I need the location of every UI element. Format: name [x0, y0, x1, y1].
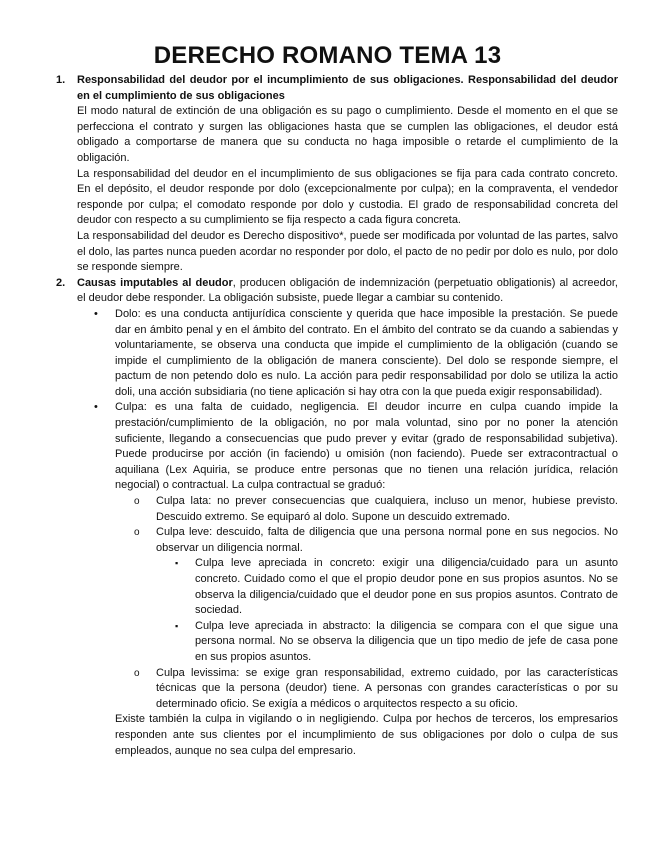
paragraph: Culpa leve: descuido, falta de diligencia que una persona normal pone en sus negocios. No observar un diligencia normal. — [156, 526, 618, 554]
square-bullet-icon: ▪ — [175, 558, 179, 569]
page-title: DERECHO ROMANO TEMA 13 — [153, 42, 502, 69]
bullet-icon: • — [94, 307, 98, 320]
paragraph: La responsabilidad del deudor es Derecho dispositivo*, puede ser modificada por voluntad de las partes, salvo el dolo, las partes nunca pueden acordar no responder por dolo, el pacto de no pedir por dolo es nulo, por dolo se responde siempre. — [77, 229, 618, 274]
closing-paragraph — [56, 712, 618, 759]
paragraph: Existe también la culpa in vigilando o in negligiendo. Culpa por hechos de terceros, los empresarios responden ante sus clientes por el incumplimiento de sus obligaciones por dolo o culpa de sus empleados, aunque no sea culpa del empresario. — [115, 713, 618, 757]
document-body — [56, 73, 618, 759]
paragraph: Culpa leve apreciada in abstracto: la diligencia se compara con el que sigue una persona normal. No se observa la diligencia que un tipo medio de jefe de casa pone en sus propios asuntos. — [195, 619, 618, 663]
paragraph: Culpa levissima: se exige gran responsabilidad, extremo cuidado, por las características técnicas que la persona (deudor) tiene. A personas con grandes características o por su determinado oficio. Se exigía a médicos o arquitectos respecto a su oficio. — [156, 666, 618, 710]
square-bullet-icon: ▪ — [175, 620, 179, 631]
intro-text: , producen obligación de indemnización (perpetuatio obligationis) al acreedor, el deudor debe responder. La obligación subsiste, puede llegar a cambiar su contenido. — [77, 276, 618, 305]
list-item-culpa-leve — [56, 525, 618, 556]
list-item-culpa-levissima — [56, 666, 618, 713]
section-intro — [77, 276, 618, 307]
paragraph: Culpa: es una falta de cuidado, negligencia. El deudor incurre en culpa cuando impide la prestación/cumplimiento de la obligación, no por mala voluntad, sino por no poner la atención suficiente, llegando a consecuencias que pudo prever y evitar (grado de responsabilidad subjetiva). Puede producirse por acción (in faciendo) u omisión (non faciendo). Puede ser extracontractual o aquiliana (Lex Aquiria, se produce entre personas que no tienen una relación jurídica, relación negocial) o contractual. La culpa contractual se graduó: — [115, 401, 618, 492]
section-heading: Causas imputables al deudor — [77, 276, 233, 289]
list-item-culpa — [56, 400, 618, 494]
bullet-icon: • — [94, 401, 98, 414]
paragraph: El modo natural de extinción de una obligación es su pago o cumplimiento. Desde el momento en el que se perfecciona el contrato y surgen las obligaciones hasta que se cumplen las obligaciones, el deudor está obligado a comportarse de manera que su conducta no haga imposible o retarde el cumplimiento de la obligación. — [77, 105, 618, 164]
paragraph: La responsabilidad del deudor en el incumplimiento de sus obligaciones se fija para cada contrato concreto. En el depósito, el deudor responde por dolo (excepcionalmente por culpa); en la compraventa, el vendedor responde por culpa; el comodato responde por dolo y custodia. El grado de responsabilidad concreta del deudor con respecto a su cumplimiento se fija respecto a cada figura concreta. — [77, 167, 618, 227]
section-1 — [56, 73, 618, 276]
section-2 — [56, 276, 618, 307]
list-item-leve-concreto — [56, 556, 618, 618]
circle-bullet-icon: o — [134, 527, 140, 539]
circle-bullet-icon: o — [134, 667, 140, 679]
section-number: 2. — [56, 276, 66, 289]
list-item-leve-abstracto — [56, 619, 618, 666]
list-item-dolo — [56, 307, 618, 401]
paragraph: Culpa lata: no prever consecuencias que cualquiera, incluso un menor, hubiese previsto. Descuido extremo. Se equiparó al dolo. Supone un descuido extremado. — [156, 495, 618, 523]
paragraph: Culpa leve apreciada in concreto: exigir una diligencia/cuidado para un asunto concreto. Cuidado como el que el propio deudor pone en sus propios asuntos. No se observa la diligencia/cuidado que el deudor pone en sus propios asuntos. Contrato de sociedad. — [195, 557, 618, 617]
circle-bullet-icon: o — [134, 496, 140, 508]
section-heading: Responsabilidad del deudor por el incumplimiento de sus obligaciones. Responsabilidad del deudor en el cumplimiento de sus obligaciones — [77, 74, 618, 102]
paragraph: Dolo: es una conducta antijurídica consciente y querida que hace imposible la prestación. Se puede dar en ámbito penal y en el ámbito del contrato. En el ámbito del contrato se da cuando a sabiendas y voluntariamente, se observa una conducta que impide el cumplimiento de la obligación (cuando se impide el cumplimiento de la obligación de manera consciente). Del dolo se responde siempre, el pactum de non petendo dolo es nulo. La acción para pedir responsabilidad por dolo se utiliza la actio doli, una acción subsidiaria (no tiene aplicación si hay otra con la que pueda exigir responsabilidad). — [115, 307, 618, 398]
section-number: 1. — [56, 74, 66, 86]
list-item-culpa-lata — [56, 494, 618, 525]
